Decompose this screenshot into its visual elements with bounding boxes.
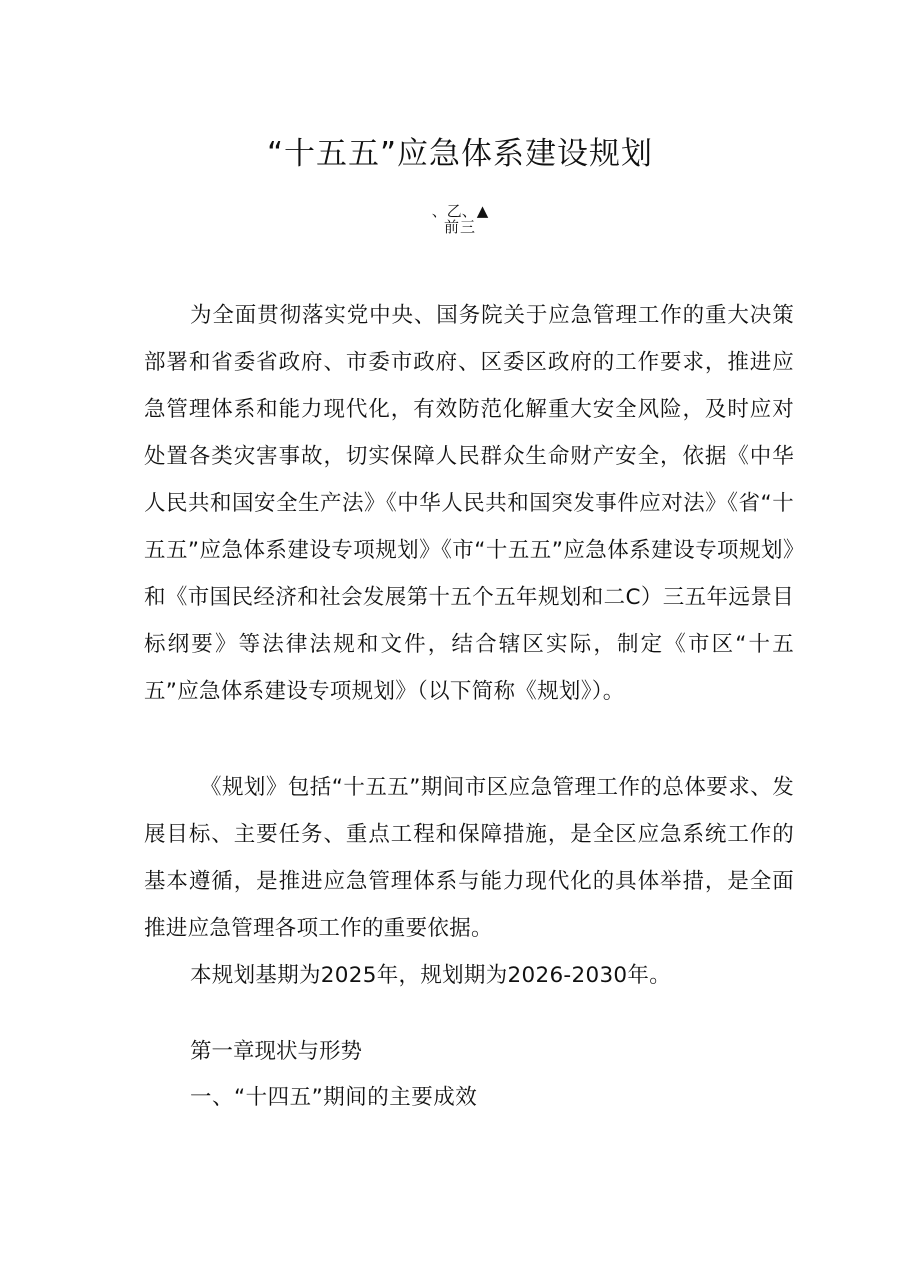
chapter-heading: 第一章现状与形势 [190, 1039, 363, 1064]
section-heading: 一、“十四五”期间的主要成效 [190, 1085, 478, 1110]
document-title: “十五五”应急体系建设规划 [266, 136, 654, 172]
preface-heading-line1: 、乙、▲ [431, 202, 489, 220]
preface-heading-line2: 前三 [443, 218, 476, 236]
paragraph-period: 本规划基期为2025年，规划期为2026-2030年。 [190, 963, 672, 988]
paragraph-scope: 《规划》包括“十五五”期间市区应急管理工作的总体要求、发展目标、主要任务、重点工程和保障措施，是全区应急系统工作的基本遵循，是推进应急管理体系与能力现代化的具体举措，是全面推进应急管理各项工作的重要依据。 [144, 775, 794, 941]
paragraph-intro: 为全面贯彻落实党中央、国务院关于应急管理工作的重大决策部署和省委省政府、市委市政府、区委区政府的工作要求，推进应急管理体系和能力现代化，有效防范化解重大安全风险，及时应对处置各类灾害事故，切实保障人民群众生命财产安全，依据《中华人民共和国安全生产法》《中华人民共和国突发事件应对法》《省“十五五”应急体系建设专项规划》《市“十五五”应急体系建设专项规划》和《市国民经济和社会发展第十五个五年规划和二C）三五年远景目标纲要》等法律法规和文件，结合辖区实际，制定《市区“十五五”应急体系建设专项规划》（以下简称《规划》）。 [144, 303, 794, 704]
preface-heading [420, 202, 500, 236]
